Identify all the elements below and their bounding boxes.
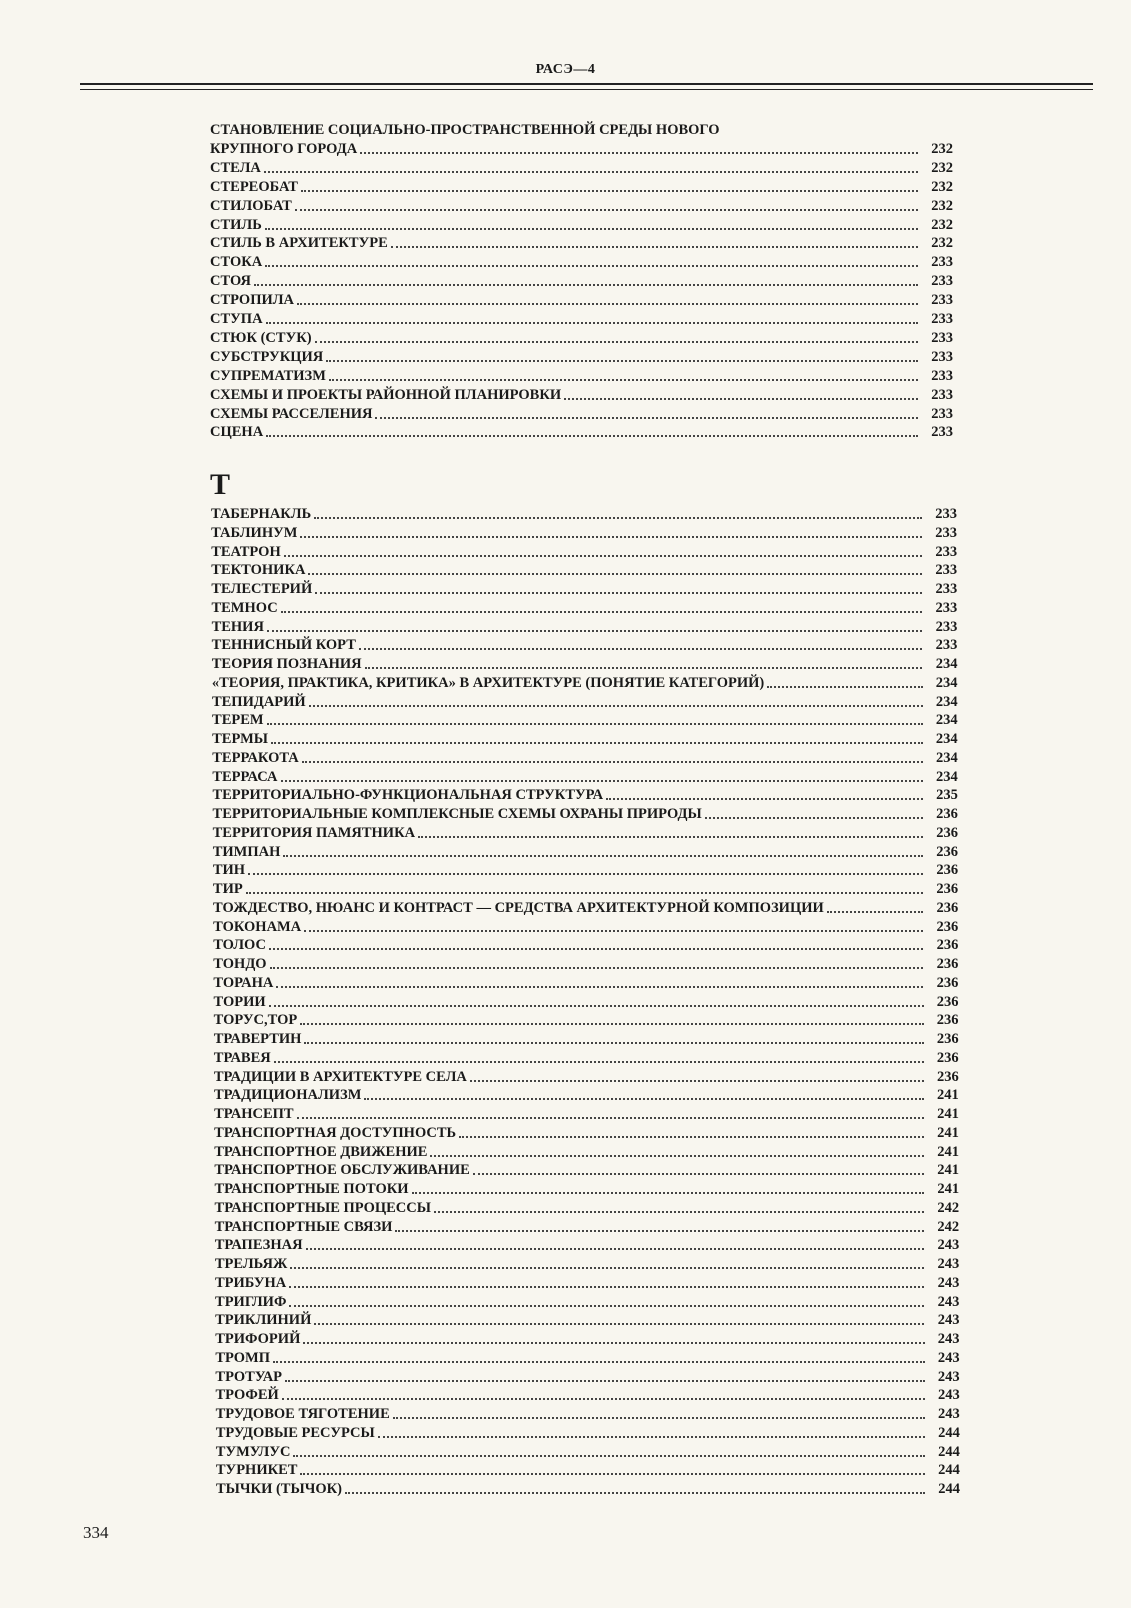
toc-entry (213, 974, 958, 992)
toc-entry-page: 241 (937, 1143, 959, 1160)
toc-entry-page: 243 (937, 1331, 960, 1347)
toc-leader-dots (360, 152, 918, 154)
toc-entry-title: ТРАНСПОРТНОЕ ОБСЛУЖИВАНИЕ (214, 1162, 470, 1179)
toc-entry-page: 233 (931, 386, 953, 403)
toc-entry-page: 244 (938, 1462, 960, 1479)
toc-entry (216, 1461, 960, 1479)
toc-leader-dots (359, 648, 923, 650)
toc-entry (216, 1386, 960, 1404)
toc-leader-dots (393, 1417, 925, 1419)
toc-entry-page: 236 (936, 1049, 959, 1066)
toc-entry (210, 423, 953, 441)
toc-entry-page: 232 (931, 216, 953, 233)
toc-entry-page: 236 (936, 824, 958, 841)
toc-leader-dots (267, 630, 922, 632)
header-rule-thin (80, 89, 1093, 90)
toc-entry-page: 243 (937, 1256, 960, 1272)
toc-entry-page: 236 (936, 937, 959, 954)
toc-entry-title: ТЫЧКИ (ТЫЧОК) (216, 1481, 342, 1497)
toc-leader-dots (345, 1492, 925, 1494)
toc-leader-dots (375, 417, 918, 419)
toc-entry-title: ТЕМНОС (211, 599, 278, 616)
toc-entry (211, 524, 957, 542)
toc-entry (212, 655, 958, 673)
toc-leader-dots (418, 836, 923, 838)
toc-entry (214, 1011, 959, 1029)
toc-entry (213, 805, 958, 823)
toc-entry-title: ТРАВЕЯ (213, 1049, 271, 1066)
toc-leader-dots (434, 1211, 924, 1213)
toc-entry (214, 1068, 959, 1086)
toc-entry-title: КРУПНОГО ГОРОДА (210, 140, 358, 157)
toc-entry-title: ТРАНСПОРТНЫЕ ПРОЦЕССЫ (214, 1199, 431, 1216)
toc-entry (210, 159, 953, 177)
toc-entry-title: ТРАНСПОРТНАЯ ДОСТУПНОСТЬ (214, 1124, 457, 1141)
toc-entry-page: 233 (931, 254, 953, 271)
toc-entry-page: 232 (931, 235, 953, 252)
toc-leader-dots (412, 1192, 925, 1194)
toc-entry (210, 310, 953, 328)
toc-entry (212, 786, 957, 804)
toc-entry-page: 243 (937, 1387, 960, 1404)
toc-leader-dots (315, 341, 918, 343)
toc-leader-dots (297, 1117, 924, 1119)
toc-entry (213, 880, 958, 898)
toc-leader-dots (314, 1323, 924, 1325)
toc-leader-dots (306, 1248, 925, 1250)
toc-entry (210, 291, 953, 309)
toc-entry-title: СХЕМЫ РАССЕЛЕНИЯ (210, 405, 373, 422)
toc-entry (215, 1255, 959, 1273)
toc-leader-dots (459, 1136, 924, 1138)
toc-entry-page: 233 (935, 599, 958, 616)
toc-leader-dots (285, 1380, 925, 1382)
toc-entry-page: 234 (935, 656, 958, 672)
toc-entry-title: СЦЕНА (210, 424, 264, 441)
toc-entry-page: 232 (931, 140, 953, 157)
toc-entry-page: 233 (935, 524, 958, 541)
toc-entry-page: 236 (936, 862, 959, 879)
toc-entry (215, 1368, 959, 1386)
toc-entry (212, 730, 958, 748)
toc-entry-page: 236 (936, 1012, 959, 1029)
toc-leader-dots (248, 873, 923, 875)
toc-entry (213, 955, 958, 973)
toc-entry-title: СТОКА (210, 254, 263, 271)
toc-leader-dots (269, 1005, 924, 1007)
toc-entry (210, 253, 953, 271)
toc-entry (214, 1161, 959, 1179)
toc-entry-page: 234 (935, 674, 958, 691)
toc-leader-dots (470, 1080, 924, 1082)
toc-entry (214, 1180, 959, 1198)
toc-entry-title: ТРОФЕЙ (215, 1387, 279, 1404)
toc-entry (215, 1293, 959, 1311)
toc-entry-title: ТЕРРАКОТА (212, 749, 299, 766)
toc-leader-dots (378, 1436, 925, 1438)
toc-leader-dots (304, 930, 923, 932)
toc-entry-page: 232 (931, 159, 953, 176)
toc-entry-page: 243 (938, 1406, 960, 1422)
toc-entry-page: 243 (937, 1237, 960, 1254)
toc-leader-dots (300, 1023, 923, 1025)
toc-entry (211, 561, 957, 579)
toc-entry-title: ТРАДИЦИОНАЛИЗМ (213, 1087, 362, 1104)
toc-entry (212, 693, 958, 711)
toc-leader-dots (329, 379, 918, 381)
toc-entry (216, 1480, 960, 1498)
toc-leader-dots (266, 322, 918, 324)
toc-entry (214, 1030, 959, 1048)
toc-leader-dots (266, 435, 918, 437)
toc-entry-title: ТИМПАН (212, 843, 281, 860)
toc-entry-page: 242 (937, 1218, 960, 1235)
toc-entry (212, 618, 958, 636)
toc-entry (210, 234, 953, 252)
toc-leader-dots (270, 967, 924, 969)
toc-leader-dots (289, 1286, 924, 1288)
toc-entry-title: СТИЛЬ (210, 216, 262, 233)
toc-leader-dots (274, 1061, 924, 1063)
toc-entry-title: ТУРНИКЕТ (215, 1462, 298, 1479)
toc-entry-page: 233 (931, 311, 953, 327)
toc-entry-page: 232 (931, 178, 953, 195)
toc-entry-title: ТЕРРАСА (212, 768, 278, 785)
toc-entry-page: 244 (938, 1443, 960, 1460)
toc-entry-title: ТРОТУАР (215, 1368, 283, 1385)
toc-entry-title: ТРИКЛИНИЙ (215, 1312, 312, 1329)
toc-entry-title: СТУПА (210, 311, 263, 327)
toc-entry-title: ТРАНСПОРТНЫЕ ПОТОКИ (214, 1181, 409, 1197)
toc-entry-title: СТАНОВЛЕНИЕ СОЦИАЛЬНО-ПРОСТРАНСТВЕННОЙ СРЕДЫ НОВОГО (210, 122, 720, 138)
toc-entry (216, 1424, 960, 1442)
toc-entry (214, 1049, 959, 1067)
toc-leader-dots (309, 705, 923, 707)
toc-entry (213, 861, 958, 879)
toc-entry-page: 236 (936, 881, 959, 897)
toc-leader-dots (267, 723, 923, 725)
toc-entry-page: 241 (937, 1124, 959, 1141)
toc-entry-title: ТОРИИ (213, 993, 266, 1010)
toc-leader-dots (246, 892, 923, 894)
toc-entry-title: СТИЛОБАТ (210, 197, 292, 214)
toc-leader-dots (254, 284, 918, 286)
toc-leader-dots (303, 1342, 924, 1344)
toc-entry (213, 824, 958, 842)
page-number: 334 (83, 1523, 109, 1542)
toc-entry (216, 1443, 960, 1461)
toc-leader-dots (289, 1305, 924, 1307)
toc-entry-title: ТИН (212, 862, 246, 879)
toc-leader-dots (264, 171, 918, 173)
toc-entry-page: 233 (931, 348, 953, 365)
toc-entry (212, 768, 957, 786)
toc-entry-title: ТРАДИЦИИ В АРХИТЕКТУРЕ СЕЛА (213, 1068, 467, 1085)
toc-leader-dots (300, 1473, 924, 1475)
toc-leader-dots (281, 611, 923, 613)
toc-entry-page: 233 (935, 506, 957, 522)
toc-entry-title: СТРОПИЛА (210, 292, 295, 309)
toc-entry-title: ТРАНСЕПТ (214, 1106, 294, 1122)
toc-entry-title: ТЕАТРОН (211, 543, 281, 560)
toc-entry-title: ТОНДО (213, 956, 267, 972)
toc-leader-dots (304, 1042, 923, 1044)
toc-entry-title: ТРУДОВЫЕ РЕСУРСЫ (215, 1424, 375, 1441)
toc-leader-dots (271, 742, 923, 744)
toc-leader-dots (283, 855, 923, 857)
toc-leader-dots (364, 1098, 923, 1100)
toc-entry (216, 1405, 960, 1423)
toc-leader-dots (295, 209, 918, 211)
toc-entry-page: 241 (937, 1106, 959, 1122)
toc-entry-title: ТЕКТОНИКА (211, 562, 306, 579)
toc-entry-title: ТРОМП (215, 1349, 270, 1366)
toc-entry-title: ТАБЛИНУМ (211, 524, 298, 541)
toc-entry-page: 236 (936, 806, 958, 822)
toc-entry-page: 233 (931, 405, 953, 422)
toc-leader-dots (365, 667, 923, 669)
toc-entry-page: 233 (931, 424, 953, 441)
toc-entry (212, 749, 958, 767)
toc-entry-title: ТЕЛЕСТЕРИЙ (211, 581, 313, 597)
toc-entry-page: 243 (937, 1368, 960, 1385)
toc-entry-title: ТИР (212, 881, 243, 897)
toc-entry-title: СТИЛЬ В АРХИТЕКТУРЕ (210, 235, 388, 252)
toc-entry-title: ТРАНСПОРТНЫЕ СВЯЗИ (214, 1218, 393, 1235)
toc-entry-title: ТУМУЛУС (215, 1443, 291, 1460)
toc-entry-page: 243 (937, 1349, 960, 1366)
toc-entry-title: ТРИФОРИЙ (215, 1331, 301, 1347)
toc-entry-title: СТОЯ (210, 273, 251, 290)
toc-entry-page: 243 (937, 1312, 960, 1329)
toc-leader-dots (827, 911, 923, 913)
toc-entry-page: 243 (937, 1274, 960, 1291)
toc-leader-dots (473, 1173, 924, 1175)
toc-leader-dots (290, 1267, 924, 1269)
toc-entry (214, 993, 959, 1011)
toc-entry-title: ТРАНСПОРТНОЕ ДВИЖЕНИЕ (214, 1143, 428, 1160)
toc-leader-dots (391, 246, 918, 248)
toc-entry-page: 236 (936, 974, 959, 991)
toc-entry-page: 241 (937, 1087, 959, 1104)
toc-entry-page: 232 (931, 197, 953, 214)
toc-entry (211, 599, 957, 617)
toc-entry (213, 843, 958, 861)
toc-entry (210, 386, 953, 404)
toc-entry-page: 233 (935, 543, 958, 560)
toc-entry (215, 1274, 959, 1292)
toc-entry-page: 233 (931, 292, 953, 309)
toc-leader-dots (308, 573, 922, 575)
toc-entry (210, 178, 953, 196)
toc-entry-page: 233 (935, 618, 958, 635)
toc-entry (214, 1124, 959, 1142)
toc-entry-page: 236 (936, 899, 959, 916)
toc-entry (212, 636, 958, 654)
toc-entry (210, 197, 953, 215)
toc-leader-dots (265, 265, 918, 267)
toc-entry (214, 1105, 959, 1123)
toc-entry (210, 367, 953, 385)
toc-entry-title: ТОКОНАМА (213, 918, 302, 935)
toc-entry-page: 233 (935, 637, 958, 654)
toc-entry-page: 236 (936, 1031, 959, 1047)
toc-entry-title: ТРИГЛИФ (215, 1293, 287, 1310)
toc-leader-dots (281, 780, 923, 782)
toc-entry-title: ТЕННИСНЫЙ КОРТ (211, 637, 356, 654)
toc-entry-title: ТЕРРИТОРИЯ ПАМЯТНИКА (212, 824, 416, 841)
toc-entry (210, 272, 953, 290)
toc-entry-page: 234 (935, 693, 958, 710)
toc-entry-page: 241 (937, 1181, 960, 1197)
toc-entry-title: ТРИБУНА (214, 1274, 287, 1291)
toc-entry (213, 899, 958, 917)
toc-entry-title: СХЕМЫ И ПРОЕКТЫ РАЙОННОЙ ПЛАНИРОВКИ (210, 386, 562, 403)
toc-entry-title: ТРУДОВОЕ ТЯГОТЕНИЕ (215, 1406, 390, 1422)
toc-leader-dots (269, 948, 923, 950)
toc-entry (212, 711, 958, 729)
section-letter: Т (210, 468, 231, 501)
toc-entry-title: СУБСТРУКЦИЯ (210, 348, 324, 365)
toc-entry (215, 1311, 959, 1329)
toc-leader-dots (395, 1230, 924, 1232)
toc-entry (214, 1143, 959, 1161)
toc-leader-dots (273, 1361, 925, 1363)
toc-entry-title: ТЕРРИТОРИАЛЬНО-ФУНКЦИОНАЛЬНАЯ СТРУКТУРА (212, 787, 604, 804)
toc-entry-page: 234 (935, 712, 958, 729)
toc-entry (213, 918, 958, 936)
toc-entry (210, 121, 953, 139)
toc-entry (215, 1349, 959, 1367)
toc-entry-title: ТОРАНА (213, 974, 274, 991)
toc-entry-title: ТОЖДЕСТВО, НЮАНС И КОНТРАСТ — СРЕДСТВА АРХИТЕКТУРНОЙ КОМПОЗИЦИИ (213, 899, 824, 916)
toc-entry-title: ТЕРЕМ (212, 712, 264, 729)
toc-entry-title: ТОРУС,ТОР (213, 1012, 298, 1029)
toc-entry (211, 580, 957, 598)
toc-entry (215, 1236, 960, 1254)
toc-entry-title: «ТЕОРИЯ, ПРАКТИКА, КРИТИКА» В АРХИТЕКТУРЕ (ПОНЯТИЕ КАТЕГОРИЙ) (211, 674, 765, 691)
toc-entry-page: 242 (937, 1199, 960, 1216)
toc-entry-page: 241 (937, 1162, 959, 1179)
toc-entry-title: СТЮК (СТУК) (210, 329, 312, 346)
toc-entry-title: ТРАВЕРТИН (213, 1031, 302, 1047)
toc-entry-page: 244 (938, 1424, 960, 1441)
toc-entry (214, 1086, 959, 1104)
toc-entry (210, 348, 953, 366)
toc-entry (210, 216, 953, 234)
toc-leader-dots (300, 536, 922, 538)
toc-entry-title: СТЕЛА (210, 159, 261, 176)
toc-entry-page: 236 (936, 993, 959, 1010)
toc-leader-dots (606, 798, 923, 800)
toc-leader-dots (276, 986, 923, 988)
toc-leader-dots (282, 1398, 925, 1400)
toc-entry-title: ТЕНИЯ (211, 618, 264, 635)
toc-leader-dots (315, 592, 922, 594)
toc-entry-page: 236 (936, 843, 959, 860)
toc-leader-dots (302, 761, 923, 763)
toc-leader-dots (301, 190, 918, 192)
toc-entry (212, 674, 958, 692)
running-title: РАСЭ—4 (535, 62, 596, 77)
toc-entry-page: 234 (936, 768, 958, 785)
toc-entry-page: 234 (935, 731, 958, 747)
toc-entry-page: 243 (937, 1293, 960, 1310)
toc-entry-title: ТЕРМЫ (212, 731, 268, 747)
toc-entry (215, 1199, 960, 1217)
toc-entry (210, 329, 953, 347)
toc-entry-page: 233 (931, 367, 953, 384)
toc-entry-page: 233 (931, 329, 953, 346)
toc-entry-page: 236 (936, 956, 959, 972)
toc-entry (213, 936, 958, 954)
toc-entry (215, 1218, 960, 1236)
toc-leader-dots (767, 686, 922, 688)
toc-leader-dots (265, 228, 918, 230)
toc-entry-title: СТЕРЕОБАТ (210, 178, 298, 195)
toc-entry-page: 233 (935, 562, 958, 579)
toc-entry-title: ТЕОРИЯ ПОЗНАНИЯ (211, 656, 362, 672)
toc-entry (211, 505, 957, 523)
header-rule-thick (80, 83, 1093, 85)
toc-entry-page: 236 (936, 1068, 959, 1085)
toc-entry (215, 1330, 959, 1348)
toc-entry-title: ТЕПИДАРИЙ (211, 693, 306, 710)
toc-entry-page: 235 (936, 787, 958, 804)
toc-entry-page: 244 (938, 1481, 960, 1497)
toc-entry-title: СУПРЕМАТИЗМ (210, 367, 326, 384)
toc-entry-page: 233 (931, 273, 953, 290)
toc-leader-dots (564, 398, 918, 400)
toc-leader-dots (293, 1455, 924, 1457)
toc-entry-title: ТРАПЕЗНАЯ (214, 1237, 303, 1254)
toc-entry-page: 233 (935, 581, 958, 597)
toc-leader-dots (705, 817, 923, 819)
toc-leader-dots (284, 555, 922, 557)
toc-entry (210, 140, 953, 158)
toc-leader-dots (326, 360, 918, 362)
toc-entry (211, 543, 957, 561)
toc-leader-dots (430, 1155, 924, 1157)
toc-entry-page: 236 (936, 918, 959, 935)
toc-entry-title: ТРЕЛЬЯЖ (214, 1256, 288, 1272)
toc-leader-dots (314, 517, 922, 519)
toc-entry (210, 405, 953, 423)
toc-entry-title: ТЕРРИТОРИАЛЬНЫЕ КОМПЛЕКСНЫЕ СХЕМЫ ОХРАНЫ ПРИРОДЫ (212, 806, 702, 822)
toc-entry-title: ТОЛОС (213, 937, 266, 954)
toc-leader-dots (297, 303, 918, 305)
toc-entry-page: 234 (936, 749, 958, 766)
toc-entry-title: ТАБЕРНАКЛЬ (211, 506, 312, 522)
